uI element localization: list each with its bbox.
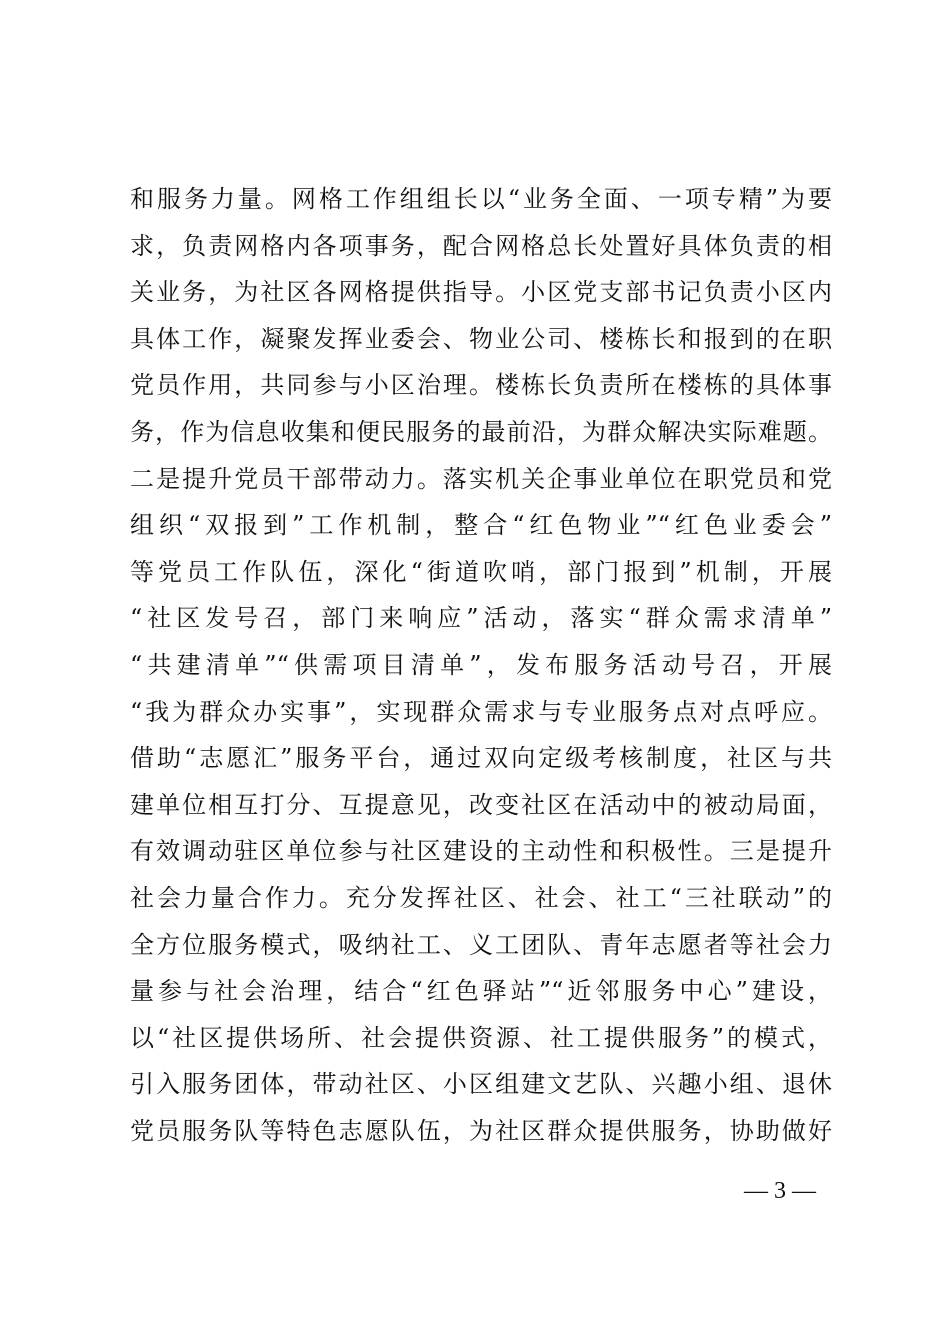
text-line: 建单位相互打分、互提意见，改变社区在活动中的被动局面， xyxy=(130,790,832,819)
text-line: 和服务力量。网格工作组组长以“业务全面、一项专精”为要 xyxy=(130,185,832,213)
text-line: “共建清单”“供需项目清单”，发布服务活动号召，开展 xyxy=(130,650,832,679)
text-line: 党员服务队等特色志愿队伍，为社区群众提供服务，协助做好 xyxy=(130,1116,832,1145)
text-line: 等党员工作队伍，深化“街道吹哨，部门报到”机制，开展 xyxy=(130,557,832,586)
text-line: 具体工作，凝聚发挥业委会、物业公司、楼栋长和报到的在职 xyxy=(130,324,832,353)
text-line: “我为群众办实事”，实现群众需求与专业服务点对点呼应。 xyxy=(130,697,832,726)
text-line: 以“社区提供场所、社会提供资源、社工提供服务”的模式， xyxy=(130,1023,832,1052)
text-line: 量参与社会治理，结合“红色驿站”“近邻服务中心”建设， xyxy=(130,977,832,1006)
text-line: 借助“志愿汇”服务平台，通过双向定级考核制度，社区与共 xyxy=(130,744,832,773)
text-line: 引入服务团体，带动社区、小区组建文艺队、兴趣小组、退休 xyxy=(130,1070,832,1099)
text-line: 有效调动驻区单位参与社区建设的主动性和积极性。三是提升 xyxy=(130,837,832,866)
text-line: 务，作为信息收集和便民服务的最前沿，为群众解决实际难题。 xyxy=(130,417,832,446)
text-line: 二是提升党员干部带动力。落实机关企事业单位在职党员和党 xyxy=(130,464,832,493)
text-line: “社区发号召，部门来响应”活动，落实“群众需求清单” xyxy=(130,604,832,633)
text-line: 组织“双报到”工作机制，整合“红色物业”“红色业委会” xyxy=(130,511,832,540)
text-line: 党员作用，共同参与小区治理。楼栋长负责所在楼栋的具体事 xyxy=(130,371,832,400)
text-line: 社会力量合作力。充分发挥社区、社会、社工“三社联动”的 xyxy=(130,883,832,912)
text-line: 求，负责网格内各项事务，配合网格总长处置好具体负责的相 xyxy=(130,231,832,260)
body-text xyxy=(130,176,832,1154)
page-number: — 3 — xyxy=(744,1178,816,1204)
text-line: 关业务，为社区各网格提供指导。小区党支部书记负责小区内 xyxy=(130,278,832,307)
text-line: 全方位服务模式，吸纳社工、义工团队、青年志愿者等社会力 xyxy=(130,930,832,959)
